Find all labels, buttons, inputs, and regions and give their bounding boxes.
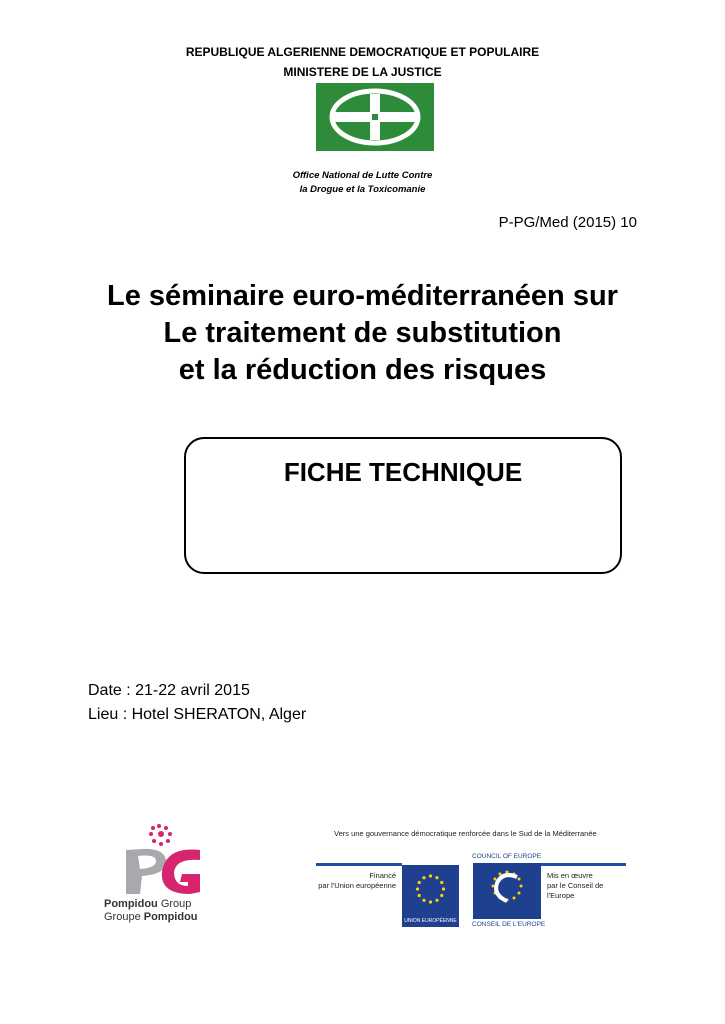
title-line-2: Le traitement de substitution [163,317,562,349]
republic-heading: REPUBLIQUE ALGERIENNE DEMOCRATIQUE ET POPULAIRE [185,45,540,59]
pompidou-emblem-icon [112,820,207,900]
coe-emblem-icon [473,863,541,919]
document-reference: P-PG/Med (2015) 10 [498,214,637,231]
pompidou-line-1: Pompidou Group [104,898,192,910]
banner-tagline: Vers une gouvernance démocratique renforcée dans le Sud de la Méditerranée [334,829,597,838]
event-date: Date : 21-22 avril 2015 [88,682,250,699]
event-place: Lieu : Hotel SHERATON, Alger [88,706,307,723]
eu-coe-partnership-banner [316,825,626,935]
pompidou-group-logo [104,820,207,925]
title-line-1: Le séminaire euro-méditerranéen sur [107,280,618,312]
pompidou-line-2: Groupe Pompidou [104,911,198,923]
implemented-by-text: Mis en œuvre par le Conseil de l'Europe [547,871,604,900]
office-name-line1: Office National de Lutte Contre [292,170,433,181]
eu-stars-icon [402,865,459,915]
office-name-line2: la Drogue et la Toxicomanie [299,184,426,195]
fiche-technique-box [184,437,622,574]
coe-top-label: COUNCIL OF EUROPE [472,853,542,860]
right-rule [541,863,626,866]
eu-label: UNION EUROPÉENNE [404,918,457,924]
ministry-heading: MINISTERE DE LA JUSTICE [283,65,442,79]
onlcdt-logo [316,83,434,151]
fiche-technique-label: FICHE TECHNIQUE [283,457,523,487]
title-line-3: et la réduction des risques [178,354,547,386]
eu-flag [402,865,459,927]
document-title [0,278,725,389]
left-rule [316,863,402,866]
coe-bottom-label: CONSEIL DE L'EUROPE [472,921,546,928]
funded-by-text: Financé par l'Union européenne [318,871,396,890]
coe-flag [473,863,541,919]
